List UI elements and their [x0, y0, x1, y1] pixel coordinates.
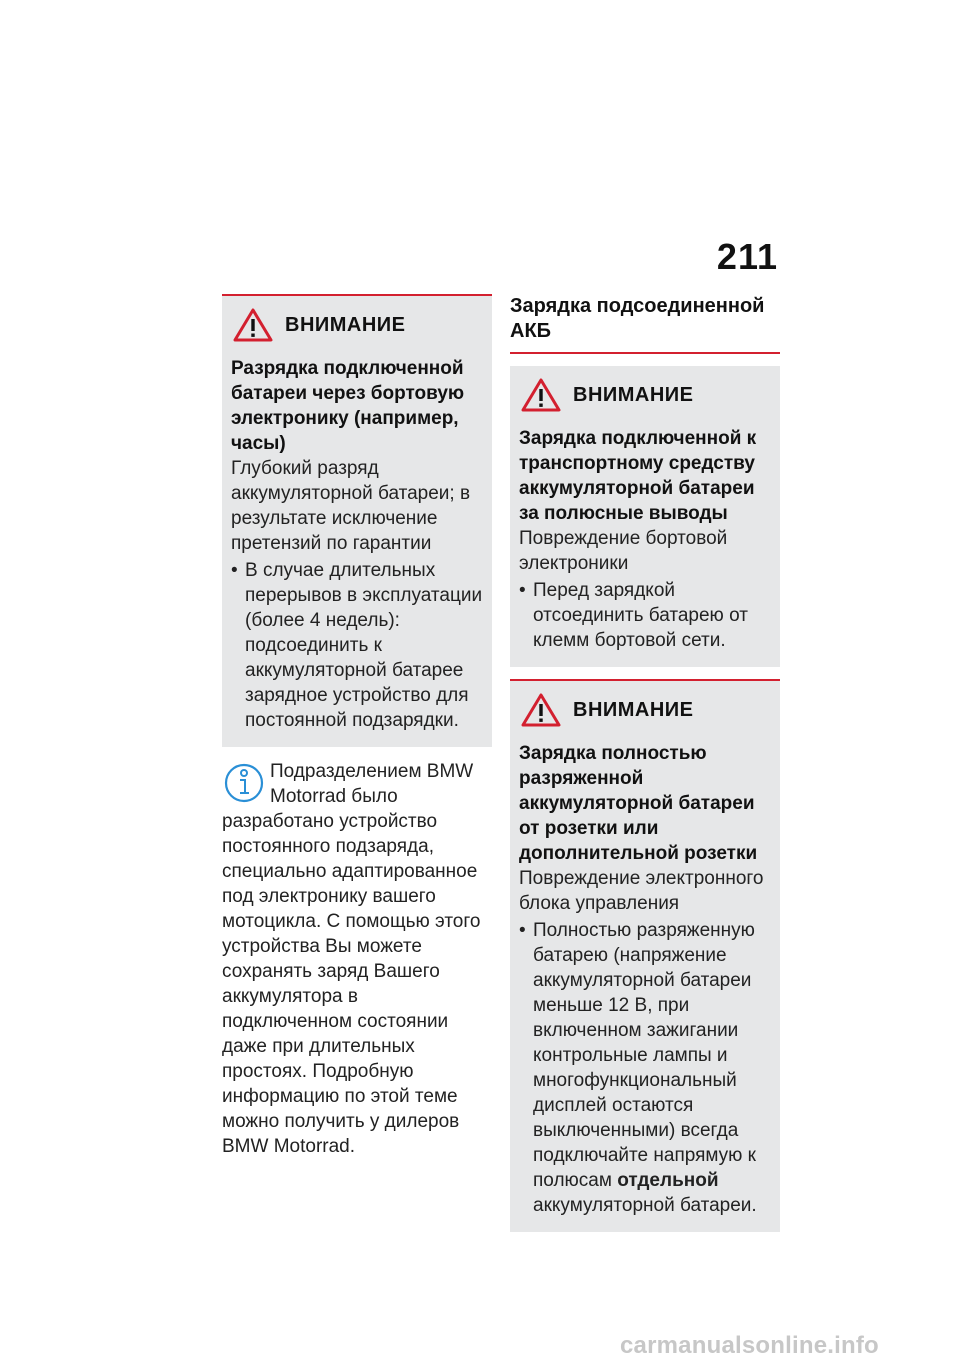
info-block	[222, 759, 492, 1159]
warning-title: Зарядка подключенной к транспортному средству аккумуляторной батареи за полюсные выводы	[519, 428, 757, 524]
warning-triangle-icon	[521, 378, 561, 412]
warning-header	[519, 378, 772, 412]
warning-box-pole-charging	[510, 366, 780, 667]
info-text: Подразделением BMW Motorrad было разработано устройство постоянного подзаряда, специально адаптированное под электронику вашего мотоцикла. С помощью этого устройства Вы можете сохранять заряд Вашего аккумулятора в подключенном состоянии даже при длительных простоях. Подробную информацию по этой теме можно получить у дилеров BMW Motorrad.	[222, 761, 481, 1157]
warning-label: ВНИМАНИЕ	[285, 313, 406, 336]
warning-header	[231, 308, 484, 342]
section-title: Зарядка подсоединенной АКБ	[510, 294, 780, 354]
warning-text: Глубокий разряд аккумуляторной батареи; в результате исключение претензий по гарантии	[231, 458, 471, 554]
info-icon	[224, 761, 264, 805]
left-column	[222, 294, 492, 1159]
warning-label: ВНИМАНИЕ	[573, 383, 694, 406]
warning-text: Повреждение бортовой электроники	[519, 528, 728, 574]
warning-triangle-icon	[233, 308, 273, 342]
warning-bullets	[231, 558, 484, 733]
bullet-emphasis: отдельной	[617, 1170, 719, 1191]
warning-header	[519, 693, 772, 727]
page-number: 211	[716, 236, 778, 277]
bullet-item: • Полностью разряженную батарею (напряжение аккумуляторной батареи меньше 12 В, при включенном зажигании контрольные лампы и многофункциональный дисплей остаются выключенными) всегда подключайте напрямую к полюсам отдельной аккумуляторной батареи.	[519, 920, 757, 1216]
right-column	[510, 294, 780, 1232]
bullet-item: • В случае длительных перерывов в эксплуатации (более 4 недель): подсоединить к аккумуляторной батарее зарядное устройство для постоянной подзарядки.	[231, 560, 483, 731]
warning-box-full-discharge	[510, 679, 780, 1232]
warning-label: ВНИМАНИЕ	[573, 698, 694, 721]
bullet-item: • Перед зарядкой отсоединить батарею от клемм бортовой сети.	[519, 580, 748, 651]
bullet-text: Полностью разряженную батарею (напряжение аккумуляторной батареи меньше 12 В, при включенном зажигании контрольные лампы и многофункциональный дисплей остаются выключенными) всегда подключайте напрямую к полюсам	[533, 920, 756, 1191]
warning-bullets	[519, 578, 772, 653]
watermark: carmanualsonline.info	[620, 1332, 879, 1359]
bullet-text-end: аккумуляторной батареи.	[533, 1195, 757, 1216]
warning-box-deep-discharge	[222, 294, 492, 747]
warning-title: Зарядка полностью разряженной аккумуляторной батареи от розетки или дополнительной розетки	[519, 743, 758, 864]
warning-triangle-icon	[521, 693, 561, 727]
warning-bullets	[519, 918, 772, 1218]
warning-title: Разрядка подключенной батареи через бортовую электронику (например, часы)	[231, 358, 465, 454]
warning-text: Повреждение электронного блока управления	[519, 868, 764, 914]
